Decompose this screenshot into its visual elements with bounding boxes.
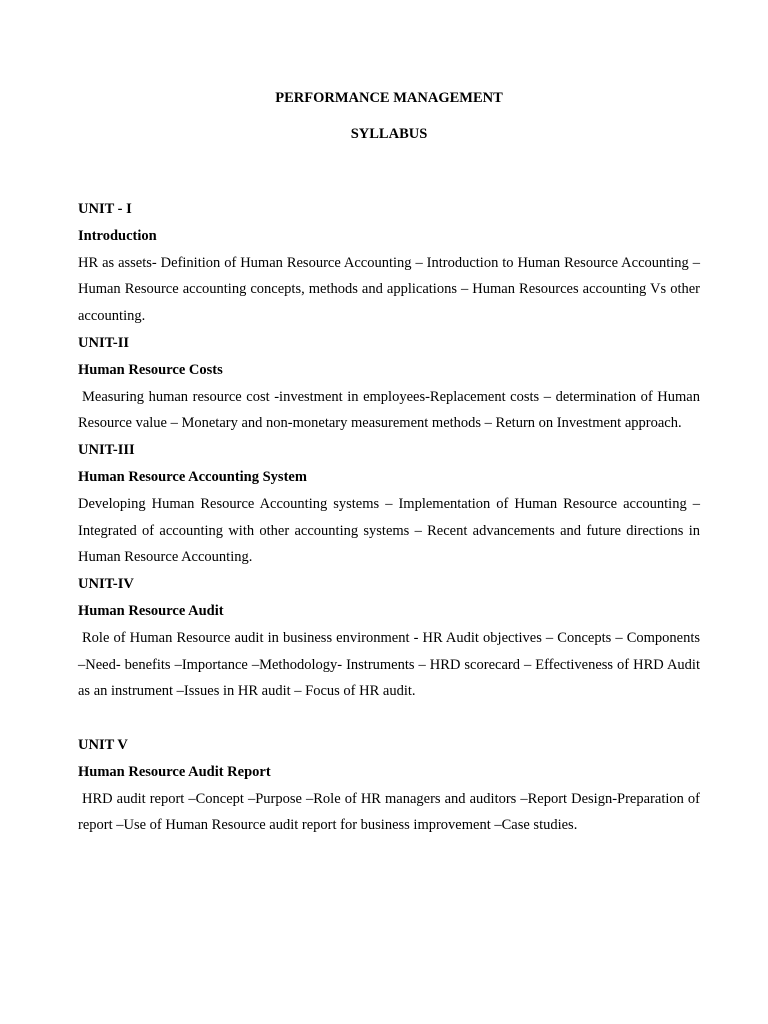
unit-description: Role of Human Resource audit in business environment - HR Audit objectives – Concepts – Components –Need- benefits –Importance –Methodology- Instruments – HRD scorecard – Effectiveness of HRD Audit as an instrument –Issues in HR audit – Focus of HR audit. (78, 629, 700, 700)
unit-heading: UNIT-IV (78, 576, 134, 593)
unit-topic: Human Resource Audit (78, 602, 224, 619)
unit-topic: Human Resource Audit Report (78, 763, 271, 780)
section-spacer (78, 705, 700, 732)
unit-section (78, 571, 700, 705)
unit-description: HR as assets- Definition of Human Resource Accounting – Introduction to Human Resource Accounting – Human Resource accounting concepts, methods and applications – Human Resources accounting Vs other accounting. (78, 254, 700, 325)
unit-section (78, 437, 700, 571)
unit-section (78, 732, 700, 839)
document-title: PERFORMANCE MANAGEMENT (275, 90, 503, 106)
unit-heading: UNIT-III (78, 442, 135, 459)
unit-section (78, 330, 700, 437)
unit-topic: Human Resource Costs (78, 361, 223, 378)
unit-heading: UNIT - I (78, 201, 132, 217)
syllabus-content (78, 196, 700, 839)
document-subtitle: SYLLABUS (350, 126, 428, 142)
unit-topic: Introduction (78, 227, 157, 244)
unit-heading: UNIT V (78, 736, 128, 753)
unit-description: Developing Human Resource Accounting systems – Implementation of Human Resource accounting – Integrated of accounting with other accounting systems – Recent advancements and future directions in Human Resource Accounting. (78, 495, 700, 566)
unit-heading: UNIT-II (78, 334, 130, 351)
unit-description: Measuring human resource cost -investment in employees-Replacement costs – determination of Human Resource value – Monetary and non-monetary measurement methods – Return on Investment approach. (78, 388, 700, 432)
unit-topic: Human Resource Accounting System (78, 468, 307, 485)
unit-description: HRD audit report –Concept –Purpose –Role of HR managers and auditors –Report Design-Preparation of report –Use of Human Resource audit report for business improvement –Case studies. (78, 790, 700, 834)
unit-section (78, 196, 700, 330)
